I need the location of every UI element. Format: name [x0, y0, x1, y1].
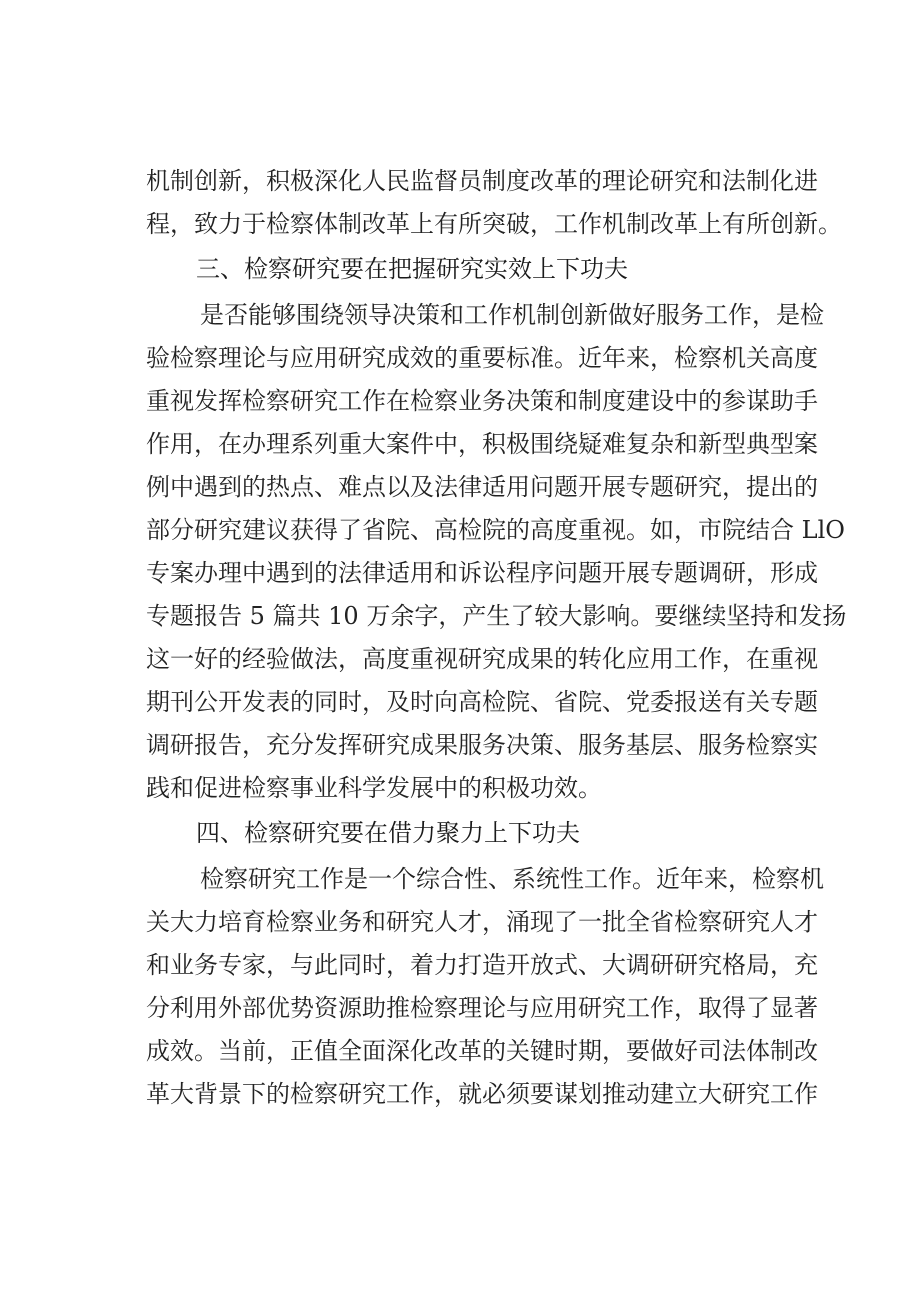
section-heading-4: 四、检察研究要在借力聚力上下功夫	[196, 819, 580, 847]
body-text-line: 专题报告 5 篇共 10 万余字，产生了较大影响。要继续坚持和发扬	[146, 602, 847, 630]
body-text-line: 关大力培育检察业务和研究人才，涌现了一批全省检察研究人才	[146, 908, 818, 936]
body-text-line: 部分研究建议获得了省院、高检院的高度重视。如，市院结合 LlO	[146, 516, 845, 544]
body-text-line: 重视发挥检察研究工作在检察业务决策和制度建设中的参谋助手	[146, 387, 818, 415]
body-text-line: 调研报告，充分发挥研究成果服务决策、服务基层、服务检察实	[146, 731, 818, 759]
paragraph-first-line: 是否能够围绕领导决策和工作机制创新做好服务工作，是检	[200, 301, 824, 329]
body-text-line: 革大背景下的检察研究工作，就必须要谋划推动建立大研究工作	[146, 1080, 818, 1108]
body-text-line: 和业务专家，与此同时，着力打造开放式、大调研研究格局，充	[146, 951, 818, 979]
body-text-line: 分利用外部优势资源助推检察理论与应用研究工作，取得了显著	[146, 994, 818, 1022]
body-text-line: 成效。当前，正值全面深化改革的关键时期，要做好司法体制改	[146, 1037, 818, 1065]
body-text-line: 这一好的经验做法，高度重视研究成果的转化应用工作，在重视	[146, 645, 818, 673]
section-heading-3: 三、检察研究要在把握研究实效上下功夫	[196, 255, 628, 283]
body-text-line: 验检察理论与应用研究成效的重要标准。近年来，检察机关高度	[146, 344, 818, 372]
body-text-line: 期刊公开发表的同时，及时向高检院、省院、党委报送有关专题	[146, 688, 818, 716]
body-text-line: 作用，在办理系列重大案件中，积极围绕疑难复杂和新型典型案	[146, 430, 818, 458]
body-text-line: 专案办理中遇到的法律适用和诉讼程序问题开展专题调研，形成	[146, 559, 818, 587]
body-text-line: 例中遇到的热点、难点以及法律适用问题开展专题研究，提出的	[146, 473, 818, 501]
paragraph-first-line: 检察研究工作是一个综合性、系统性工作。近年来，检察机	[200, 865, 824, 893]
body-text-line: 程，致力于检察体制改革上有所突破，工作机制改革上有所创新。	[146, 210, 842, 238]
body-text-line: 践和促进检察事业科学发展中的积极功效。	[146, 774, 602, 802]
body-text-line: 机制创新，积极深化人民监督员制度改革的理论研究和法制化进	[146, 167, 818, 195]
